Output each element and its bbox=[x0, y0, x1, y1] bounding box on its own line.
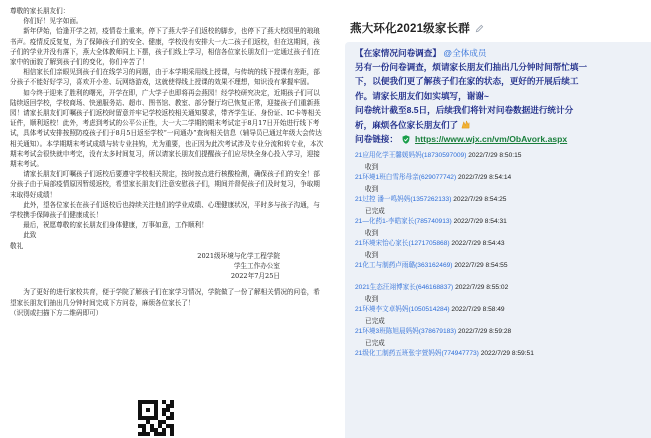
reply-sender[interactable]: 21环境3班陈旭晨妈妈 bbox=[355, 328, 419, 336]
reply-sender-id: (1357262133) bbox=[410, 196, 452, 204]
reply-header bbox=[355, 173, 651, 184]
reply-sender-id: (363162469) bbox=[415, 262, 453, 270]
letter-paragraph-1: 新年伊始，恰逢开学之初，疫情卷土重来，停下了燕大学子们返校的脚步，也停下了燕大校园里的琅琅书声。疫情反反复复，为了保障孩子们的安全、健康，学校没有安排大一大二孩子们返校，但在这期间，孩子们的学业并没有落下，燕大全体教师同上下摆，孩子们线上学习，相信各位家长朋友们一定通过孩子们在家中的面貌了解到孩子们的变化，你们辛苦了！ bbox=[10, 27, 320, 67]
letter-closing: 此致 bbox=[23, 231, 37, 240]
reply-sender[interactable]: 21环境1班白雪彤母亲 bbox=[355, 174, 419, 182]
reply-text: 收到 bbox=[365, 186, 379, 194]
message-line: 析，麻烦各位家长朋友们了 bbox=[355, 118, 651, 132]
letter-paragraph-5: 此外，望各位家长在孩子们返校后也持续关注他们的学业成绩、心理健康状况，平时多与孩子沟通，与学校携手保障孩子们健康成长！ bbox=[10, 200, 320, 220]
reply-sender[interactable]: 21化工与制药卢雨璐 bbox=[355, 262, 416, 270]
reply-sender[interactable]: 21级化工制药五班张宇萱妈妈 bbox=[355, 350, 442, 358]
chat-header bbox=[337, 0, 651, 38]
reply-image-placeholder bbox=[355, 272, 651, 283]
reply-time: 2022/7/29 8:50:15 bbox=[468, 152, 522, 160]
signature-office: 学生工作办公室 bbox=[233, 262, 280, 271]
reply-text: 收到 bbox=[365, 295, 379, 303]
reply-text: 已完成 bbox=[365, 317, 385, 325]
reply-list bbox=[355, 151, 651, 370]
group-chat-panel bbox=[337, 0, 651, 438]
signature-org: 2021级环境与化学工程学院 bbox=[197, 251, 280, 260]
message-body bbox=[355, 60, 651, 132]
reply-text: 收到 bbox=[365, 164, 379, 172]
reply-sender-id: (629077742) bbox=[418, 174, 457, 182]
reply-image-placeholder bbox=[355, 360, 651, 371]
reply-sender[interactable]: 21过控 潘一鸣妈妈 bbox=[355, 196, 411, 204]
qr-code-image[interactable] bbox=[138, 400, 174, 436]
letter-hello: 你们好！见字如面。 bbox=[23, 17, 83, 26]
shield-check-icon bbox=[402, 135, 410, 144]
reply-sender-id: (18730597009) bbox=[421, 152, 467, 160]
message-heading bbox=[355, 46, 651, 60]
letter-paragraph-2: 相信家长们亲眼见到孩子们在线学习的问题，由于本学期采用线上授课，与传统的线下授课有差距，部分孩子不能好好学习，喜欢开小差、玩网络游戏，这就使得线上授课的效果不理想，知识没有掌握牢固。 bbox=[10, 68, 320, 87]
reply-time: 2022/7/29 8:59:28 bbox=[458, 328, 512, 336]
reply-sender-id: (378679183) bbox=[418, 328, 457, 336]
letter-salute: 敬礼 bbox=[10, 241, 24, 250]
reply-sender[interactable]: 21应用化学王馨媛妈妈 bbox=[355, 152, 422, 160]
reply-time: 2022/7/29 8:59:51 bbox=[480, 350, 534, 358]
reply-header bbox=[355, 151, 651, 162]
signature-date: 2022年7月25日 bbox=[230, 272, 280, 281]
message-line: 下，以便我们更了解孩子们在家的状态，更好的开展后续工 bbox=[355, 76, 579, 87]
reply-text: 收到 bbox=[365, 230, 379, 238]
clapping-hands-icon bbox=[460, 120, 471, 129]
reply-sender-id: (785740913) bbox=[414, 218, 452, 226]
reply-sender-id: (1271705868) bbox=[408, 240, 450, 248]
reply-text: 已完成 bbox=[365, 339, 385, 347]
reply-time: 2022/7/29 8:58:49 bbox=[451, 306, 505, 314]
message-tag: 【在家情况问卷调查】 bbox=[355, 48, 441, 58]
group-title: 燕大环化2021级家长群 bbox=[350, 23, 470, 35]
letter-paragraph-4: 请家长朋友们叮嘱孩子们返校后要遵守学校相关规定，按时按点进行核酸检测，确保孩子们的安全！部分孩子由于局部疫情原因暂缓返校，希望家长朋友们注意安慰孩子们，期间并督促孩子们及时复习，争取期末取得好成绩！ bbox=[10, 170, 320, 199]
mention-all[interactable]: @全体成员 bbox=[443, 48, 487, 58]
message-line: 问卷统计截至8.5日，后续我们将针对问卷数据进行统计分 bbox=[355, 105, 574, 116]
reply-time: 2022/7/29 8:54:14 bbox=[458, 174, 512, 182]
letter-paragraph-6: 最后，祝愿尊敬的家长朋友们身体健康，万事如意，工作顺利！ bbox=[23, 221, 208, 230]
reply-text: 收到 bbox=[365, 252, 379, 260]
qr-hint: （识别或扫描下方二维码即可） bbox=[10, 308, 103, 317]
announcement-message bbox=[345, 42, 651, 438]
reply-header bbox=[355, 261, 651, 272]
survey-link[interactable]: https://www.wjx.cn/vm/ObAvork.aspx bbox=[414, 134, 568, 145]
reply-header bbox=[355, 327, 651, 338]
survey-link-row bbox=[355, 132, 651, 146]
reply-text: 已完成 bbox=[365, 208, 385, 216]
reply-sender[interactable]: 21环境宋怡心家长 bbox=[355, 240, 409, 248]
reply-time: 2022/7/29 8:54:31 bbox=[453, 218, 507, 226]
pencil-icon[interactable] bbox=[475, 24, 484, 33]
reply-sender-id: (774947773) bbox=[441, 350, 479, 358]
reply-sender[interactable]: 21环境李文卓妈妈 bbox=[355, 306, 409, 314]
reply-sender[interactable]: 21—化药1-李皓家长 bbox=[355, 218, 415, 226]
letter-greeting: 尊敬的家长朋友们： bbox=[10, 7, 70, 15]
letter-paragraph-3: 如今终于迎来了胜利的曙光，开学在即，广大学子也即将再会燕园！经学校研究决定，近期孩子们可以陆续返回学校，学校商场、快递服务站、超市、图书馆、教室、部分餐厅均已恢复正常，迎接孩子们重新燕园！请家长朋友们叮嘱孩子们返校时留意并牢记学校返校相关通知要求，带齐学生证、身份证、IC卡等相关证件，顺利返校！此外，考虑到考试的公平公正性，大一大二学期的期末考试定于8月17日开始进行线下考试，具体考试安排按照防疫孩子们于8月5日返至学校“一问通办”查询相关信息（辅导员已通过年级大会传达相关通知）。本学期期末考试成绩与转专业挂钩，尤为重要，也正因为此次考试涉及专业分流和转专业，本次期末考试会很快就申考完，没有太多时间复习，所以请家长朋友们提醒孩子们应尽快全身心投入学习，迎接期末考试。 bbox=[10, 88, 324, 169]
reply-sender[interactable]: 2021生态汪翊博家长 bbox=[355, 284, 416, 292]
reply-header bbox=[355, 217, 651, 228]
reply-sender-id: (646168837) bbox=[415, 284, 454, 292]
message-line: 另有一份问卷调查，烦请家长朋友们抽出几分钟时间帮忙填一 bbox=[355, 62, 588, 72]
reply-header bbox=[355, 195, 651, 206]
reply-header bbox=[355, 283, 651, 294]
reply-time: 2022/7/29 8:54:55 bbox=[454, 262, 508, 270]
reply-header bbox=[355, 349, 651, 360]
reply-sender-id: (1050514284) bbox=[408, 306, 450, 314]
reply-time: 2022/7/29 8:55:02 bbox=[455, 284, 509, 292]
link-label: 问卷链接： bbox=[355, 134, 398, 145]
message-line: 作。请家长朋友们如实填写，谢谢~ bbox=[355, 90, 489, 101]
reply-header bbox=[355, 305, 651, 316]
survey-note: 为了更好的进行家校共育，便于学院了解孩子们在家学习情况，学院做了一份了解相关情况的问卷，希望家长朋友们抽出几分钟时间完成下方问卷，麻烦各位家长了！ bbox=[10, 288, 320, 307]
reply-header bbox=[355, 239, 651, 250]
reply-time: 2022/7/29 8:54:43 bbox=[451, 240, 505, 248]
reply-time: 2022/7/29 8:54:25 bbox=[453, 196, 507, 204]
